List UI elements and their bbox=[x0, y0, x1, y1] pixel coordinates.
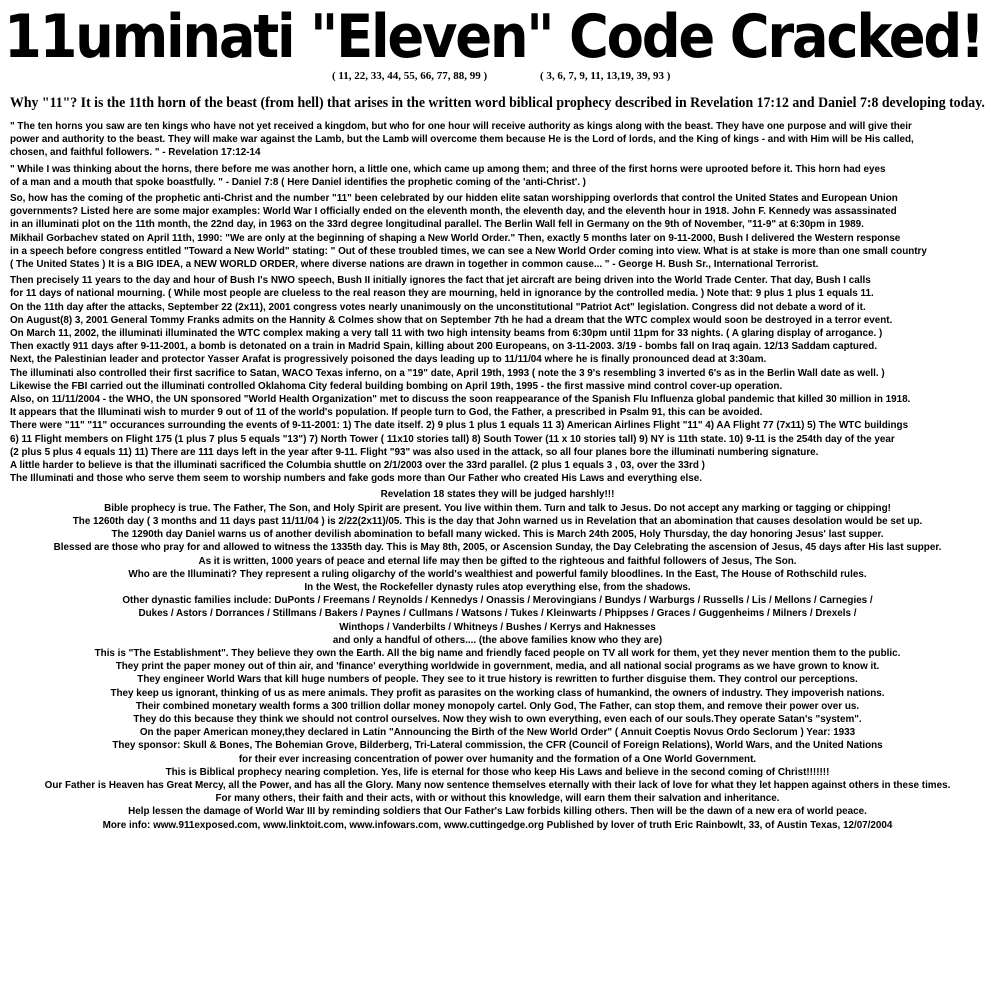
examples-paragraph bbox=[10, 192, 985, 271]
centered-line: As it is written, 1000 years of peace and eternal life may then be gifted to the righteous and faithful followers of Jesus, The Son. bbox=[198, 555, 797, 567]
intro-heading: Why "11"? It is the 11th horn of the beast (from hell) that arises in the written word biblical prophecy described in Revelation 17:12 and Daniel 7:8 developing today. bbox=[10, 95, 985, 111]
centered-line: Our Father is Heaven has Great Mercy, all the Power, and has all the Glory. Many now sentence themselves eternally with their lack of love for what they let happen against others in these times. bbox=[44, 779, 951, 791]
centered-line: This is "The Establishment". They believe they own the Earth. All the big name and friendly faced people on TV all work for them, yet they never mention them to the public. bbox=[94, 647, 901, 659]
text-line: (2 plus 5 plus 4 equals 11) 11) There are 111 days left in the year after 9-11. Flight "93" was also used in the attack, so all four planes bore the illuminati numbering signature. bbox=[10, 446, 819, 458]
centered-line: Other dynastic families include: DuPonts / Freemans / Reynolds / Kennedys / Onassis / Merovingians / Bundys / Warburgs / Russells / Lis / Mellons / Carnegies / bbox=[122, 595, 873, 607]
text-line: of a man and a mouth that spoke boastfully. " - Daniel 7:8 ( Here Daniel identifies the prophetic coming of the 'anti-Christ'. ) bbox=[10, 176, 586, 188]
text-line: chosen, and faithful followers. " - Revelation 17:12-14 bbox=[10, 147, 261, 159]
centered-line: On the paper American money,they declared in Latin "Announcing the Birth of the New World Order" ( Annuit Coeptis Novus Ordo Seclorum ) Year: 1933 bbox=[139, 727, 856, 739]
text-line: On August(8) 3, 2001 General Tommy Franks admits on the Hannity & Colmes show that on September 7th he had a dream that the WTC complex would soon be destroyed in a terror event. bbox=[10, 314, 893, 326]
centered-line: Who are the Illuminati? They represent a ruling oligarchy of the world's wealthiest and powerful family bloodlines. In the East, The House of Rothschild rules. bbox=[128, 568, 867, 580]
centered-line: They engineer World Wars that kill huge numbers of people. They see to it true history is rewritten to further disguise them. They control our perceptions. bbox=[137, 674, 858, 686]
centered-line: They keep us ignorant, thinking of us as mere animals. They profit as parasites on the working class of humankind, the owners of industry. They impoverish nations. bbox=[110, 687, 885, 699]
centered-line: They print the paper money out of thin air, and 'finance' everything worldwide in government, media, and all national social programs as we have grown to know it. bbox=[115, 661, 880, 673]
text-line: There were "11" "11" occurances surrounding the events of 9-11-2001: 1) The date itself. 2) 9 plus 1 plus 1 equals 11 3) American Airlines Flight "11" 4) AA Flight 77 (7x11) 5) The WTC buildings bbox=[10, 420, 909, 432]
text-line: On March 11, 2002, the illuminati illuminated the WTC complex making a very tall 11 with two high intensity beams from 6:30pm until 11pm for 33 nights. ( A glaring display of arrogance. ) bbox=[10, 328, 883, 340]
centered-line: The 1290th day Daniel warns us of another devilish abomination to befall many wicked. This is March 24th 2005, Holy Thursday, the day honoring Jesus' last supper. bbox=[111, 529, 884, 541]
text-line: " The ten horns you saw are ten kings who have not yet received a kingdom, but who for one hour will receive authority as kings along with the beast. They have one purpose and will give their bbox=[10, 121, 912, 132]
centered-line: This is Biblical prophecy nearing completion. Yes, life is eternal for those who keep His Laws and believe in the second coming of Christ!!!!!!! bbox=[165, 766, 830, 778]
text-line: A little harder to believe is that the illuminati sacrificed the Columbia shuttle on 2/1/2003 over the 33rd parallel. (2 plus 1 equals 3 , 03, over the 33rd ) bbox=[10, 460, 705, 472]
text-line: " While I was thinking about the horns, there before me was another horn, a little one, which came up among them; and three of the first horns were uprooted before it. This horn had eyes bbox=[10, 163, 886, 175]
text-line: The Illuminati and those who serve them seem to worship numbers and fake gods more than Our Father who created His Laws and everything else. bbox=[10, 473, 702, 485]
text-line: The illuminati also controlled their first sacrifice to Satan, WACO Texas inferno, on a "19" date, April 19th, 1993 ( note the 3 9's resembling 3 inverted 6's as in the Berlin Wall date as well. ) bbox=[10, 367, 885, 379]
text-line: On the 11th day after the attacks, September 22 (2x11), 2001 congress votes nearly unanimously on the unconstitutional "Patriot Act" legislation. Congress did not debate a word of it. bbox=[10, 301, 866, 313]
centered-line: They sponsor: Skull & Bones, The Bohemian Grove, Bilderberg, Tri-Lateral commission, the CFR (Council of Foreign Relations), World Wars, and the United Nations bbox=[112, 740, 883, 752]
text-line: Next, the Palestinian leader and protector Yasser Arafat is progressively poisoned the days leading up to 11/11/04 where he is finally pronounced dead at 3:30am. bbox=[10, 354, 767, 366]
text-line: governments? Listed here are some major examples: World War I officially ended on the eleventh month, the eleventh day, and the eleventh hour in 1918. John F. Kennedy was assassinated bbox=[10, 206, 897, 218]
text-line: Then precisely 11 years to the day and hour of Bush I's NWO speech, Bush II initially ignores the fact that jet aircraft are being driven into the World Trade Center. That day, Bush I calls bbox=[10, 275, 871, 287]
text-line: So, how has the coming of the prophetic anti-Christ and the number "11" been celebrated by our hidden elite satan worshipping overlords that control the United States and European Union bbox=[10, 193, 898, 205]
centered-line: More info: www.911exposed.com, www.linktoit.com, www.infowars.com, www.cuttingedge.org Published by lover of truth Eric Rainbowlt, 33, of Austin Texas, 12/07/2004 bbox=[102, 819, 893, 831]
text-line: power and authority to the beast. They will make war against the Lamb, but the Lamb will overcome them because He is the Lord of lords, and the King of kings - and with Him will be His called, bbox=[10, 134, 914, 146]
text-line: Mikhail Gorbachev stated on April 11th, 1990: "We are only at the beginning of shaping a New World Order." Then, exactly 5 months later on 9-11-2000, Bush I delivered the Western response bbox=[10, 232, 901, 244]
daniel-quote bbox=[10, 163, 985, 189]
text-line: for 11 days of national mourning. ( While most people are clueless to the real reason they are mourning, held in ignorance by the controlled media. ) Note that: 9 plus 1 plus 1 equals 11. bbox=[10, 288, 874, 300]
events-paragraph bbox=[10, 274, 985, 485]
centered-block bbox=[10, 488, 985, 831]
centered-line: Bible prophecy is true. The Father, The Son, and Holy Spirit are present. You live within them. Turn and talk to Jesus. Do not accept any marking or tagging or chipping! bbox=[104, 502, 891, 514]
number-sequence-eleven: ( 11, 22, 33, 44, 55, 66, 77, 88, 99 ) bbox=[332, 70, 488, 82]
text-line: It appears that the Illuminati wish to murder 9 out of 11 of the world's population. If people turn to God, the Father, a prescribed in Psalm 91, this can be avoided. bbox=[10, 407, 763, 419]
revelation-quote bbox=[10, 120, 985, 160]
text-line: ( The United States ) It is a BIG IDEA, a NEW WORLD ORDER, where diverse nations are drawn in together in common cause... " - George H. Bush Sr., International Terrorist. bbox=[10, 259, 819, 271]
centered-line: and only a handful of others.... (the above families know who they are) bbox=[332, 634, 663, 646]
centered-line: Revelation 18 states they will be judged harshly!!! bbox=[380, 489, 615, 501]
text-line: Also, on 11/11/2004 - the WHO, the UN sponsored "World Health Organization" met to discuss the soon reappearance of the Spanish Flu Influenza global pandemic that killed 30 million in 1918. bbox=[10, 394, 911, 406]
text-line: Then exactly 911 days after 9-11-2001, a bomb is detonated on a train in Madrid Spain, killing about 200 Europeans, on 3-11-2003. 3/19 - bombs fall on Iraq again. 12/13 Saddam captured. bbox=[10, 341, 878, 353]
centered-line: Blessed are those who pray for and allowed to witness the 1335th day. This is May 8th, 2005, or Ascension Sunday, the Day Celebrating the ascension of Jesus, 45 days after His last supper. bbox=[53, 542, 942, 554]
text-line: Likewise the FBI carried out the illuminati controlled Oklahoma City federal building bombing on April 19th, 1995 - the first massive mind control cover-up operation. bbox=[10, 380, 783, 392]
centered-line: for their ever increasing concentration of power over humanity and the formation of a One World Government. bbox=[238, 753, 757, 765]
centered-line: Their combined monetary wealth forms a 300 trillion dollar money monopoly cartel. Only God, The Father, can stop them, and remove their power over us. bbox=[135, 700, 860, 712]
number-sequence-other: ( 3, 6, 7, 9, 11, 13,19, 39, 93 ) bbox=[540, 70, 671, 82]
article-body bbox=[10, 120, 985, 832]
centered-line: They do this because they think we should not control ourselves. Now they wish to own everything, even each of our souls.They operate Satan's "system". bbox=[133, 713, 862, 725]
centered-line: Help lessen the damage of World War III by reminding soldiers that Our Father's Law forbids killing others. Then will be the dawn of a new era of world peace. bbox=[128, 806, 867, 818]
centered-line: Dukes / Astors / Dorrances / Stillmans / Bakers / Paynes / Cullmans / Watsons / Tukes / Kleinwarts / Phippses / Graces / Guggenheims / Milners / Drexels / bbox=[138, 608, 857, 620]
centered-line: For many others, their faith and their acts, with or without this knowledge, will earn them their salvation and inheritance. bbox=[215, 793, 780, 805]
page-title: 11uminati "Eleven" Code Cracked! bbox=[4, 2, 983, 72]
text-line: in an illuminati plot on the 11th month, the 22nd day, in 1963 on the 33rd degree longitudinal parallel. The Berlin Wall fell in Germany on the 9th of November, "11-9" at 6:30pm in 1989. bbox=[10, 219, 864, 231]
centered-line: Winthops / Vanderbilts / Whitneys / Bushes / Kerrys and Haknesses bbox=[339, 621, 656, 633]
text-line: in a speech before congress entitled "Toward a New World" stating: " Out of these troubled times, we can see a New World Order coming into view. What is at stake is more than one small country bbox=[10, 245, 927, 257]
centered-line: In the West, the Rockefeller dynasty rules atop everything else, from the shadows. bbox=[304, 581, 691, 593]
text-line: 6) 11 Flight members on Flight 175 (1 plus 7 plus 5 equals "13") 7) North Tower ( 11x10 stories tall) 8) South Tower (11 x 10 stories tall) 9) NY is 11th state. 10) 9-11 is the 254th day of the year bbox=[10, 433, 895, 445]
centered-line: The 1260th day ( 3 months and 11 days past 11/11/04 ) is 2/22(2x11)/05. This is the day that John warned us in Revelation that an abomination that causes desolation would be set up. bbox=[72, 515, 923, 527]
